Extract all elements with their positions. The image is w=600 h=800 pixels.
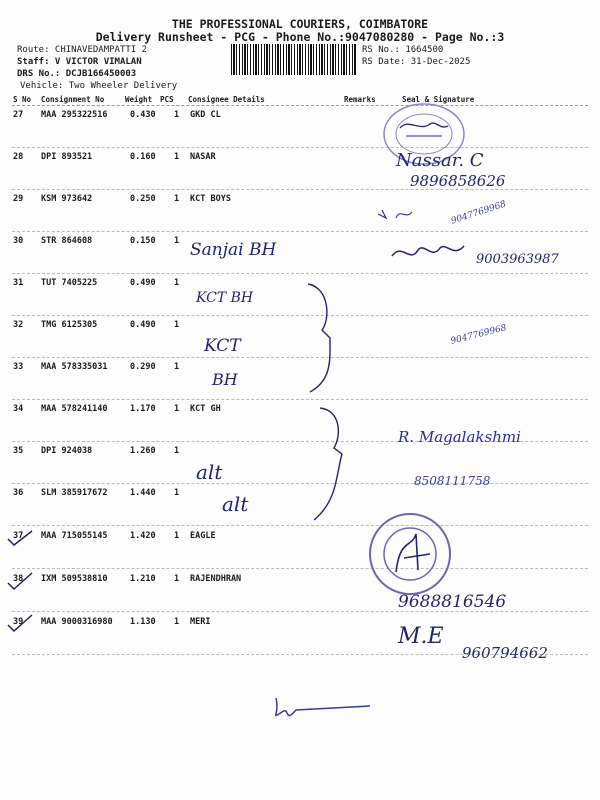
row-weight: 1.420 <box>130 531 156 541</box>
row-sno: 28 <box>13 152 24 162</box>
barcode <box>231 44 357 75</box>
row-sno: 34 <box>13 404 24 414</box>
staff-label: Staff: V VICTOR VIMALAN <box>17 57 142 67</box>
row-divider <box>12 568 588 569</box>
row-weight: 0.250 <box>130 194 156 204</box>
row-divider <box>12 231 588 232</box>
table-row <box>0 110 600 152</box>
row-sno: 39 <box>13 617 24 627</box>
row-consignee: GKD CL <box>190 110 221 120</box>
row-consignee: RAJENDHRAN <box>190 574 242 584</box>
row-consignment: MAA 715055145 <box>41 531 108 541</box>
table-row <box>0 152 600 194</box>
row-pcs: 1 <box>174 362 180 372</box>
rs-date: RS Date: 31-Dec-2025 <box>362 57 471 67</box>
col-pcs: PCS <box>160 95 174 104</box>
table-row <box>0 574 600 616</box>
row-weight: 1.130 <box>130 617 156 627</box>
runsheet-title: THE PROFESSIONAL COURIERS, COIMBATORE <box>171 17 429 31</box>
row-consignment: TMG 6125305 <box>41 320 98 330</box>
row-weight: 1.170 <box>130 404 156 414</box>
row-weight: 0.490 <box>130 320 156 330</box>
row-consignee: EAGLE <box>190 531 216 541</box>
row-pcs: 1 <box>174 617 180 627</box>
row-divider <box>12 189 588 190</box>
handwritten-note: alt <box>196 460 223 484</box>
row-consignment: SLM 385917672 <box>41 488 108 498</box>
rs-number: RS No.: 1664500 <box>362 45 444 55</box>
row-pcs: 1 <box>174 404 180 414</box>
table-row <box>0 194 600 236</box>
table-row <box>0 362 600 404</box>
col-consignee: Consignee Details <box>188 95 265 104</box>
table-row <box>0 278 600 320</box>
row-weight: 0.430 <box>130 110 156 120</box>
row-weight: 1.260 <box>130 446 156 456</box>
handwritten-phone: 9688816546 <box>398 592 507 612</box>
table-row <box>0 617 600 659</box>
row-weight: 0.160 <box>130 152 156 162</box>
row-consignment: DPI 924038 <box>41 446 93 456</box>
row-sno: 30 <box>13 236 24 246</box>
row-consignment: KSM 973642 <box>41 194 93 204</box>
row-sno: 35 <box>13 446 24 456</box>
col-weight: Weight <box>125 95 153 104</box>
drs-label: DRS No.: DCJB166450003 <box>17 69 137 79</box>
handwritten-phone: 960794662 <box>462 644 548 662</box>
row-pcs: 1 <box>174 488 180 498</box>
col-seal-signature: Seal & Signature <box>402 95 475 104</box>
row-weight: 0.150 <box>130 236 156 246</box>
row-weight: 1.210 <box>130 574 156 584</box>
handwritten-name: KCT BH <box>196 290 254 306</box>
table-row <box>0 320 600 362</box>
handwritten-name: BH <box>212 370 238 389</box>
row-consignee: NASAR <box>190 152 216 162</box>
row-consignee: MERI <box>190 617 211 627</box>
row-divider <box>12 315 588 316</box>
table-row <box>0 404 600 446</box>
row-sno: 37 <box>13 531 24 541</box>
row-divider <box>12 525 588 526</box>
handwritten-phone: 9003963987 <box>476 252 559 267</box>
table-row <box>0 236 600 278</box>
row-sno: 32 <box>13 320 24 330</box>
handwritten-phone: 9047769968 <box>449 323 508 347</box>
row-sno: 27 <box>13 110 24 120</box>
handwritten-name: KCT <box>204 336 241 356</box>
handwritten-name: R. Magalakshmi <box>398 428 521 446</box>
handwritten-phone: 9896858626 <box>410 172 506 190</box>
row-divider <box>12 441 588 442</box>
vehicle-label: Vehicle: Two Wheeler Delivery <box>20 81 178 91</box>
row-consignment: DPI 893521 <box>41 152 93 162</box>
row-consignee: KCT GH <box>190 404 221 414</box>
handwritten-phone: 8508111758 <box>414 474 491 488</box>
row-pcs: 1 <box>174 320 180 330</box>
handwritten-name: Nassar. C <box>396 150 484 171</box>
col-consignment: Consignment No <box>41 95 105 104</box>
table-row <box>0 488 600 530</box>
row-weight: 0.490 <box>130 278 156 288</box>
row-pcs: 1 <box>174 574 180 584</box>
row-pcs: 1 <box>174 236 180 246</box>
row-sno: 38 <box>13 574 24 584</box>
col-remarks: Remarks <box>344 95 376 104</box>
table-row <box>0 531 600 573</box>
row-consignment: MAA 9000316980 <box>41 617 113 627</box>
row-consignment: MAA 295322516 <box>41 110 108 120</box>
runsheet-subtitle: Delivery Runsheet - PCG - Phone No.:9047080280 - Page No.:3 <box>95 30 505 44</box>
row-divider <box>12 654 588 655</box>
row-divider <box>12 357 588 358</box>
row-pcs: 1 <box>174 152 180 162</box>
col-sno: S No <box>13 95 32 104</box>
row-weight: 1.440 <box>130 488 156 498</box>
row-divider <box>12 273 588 274</box>
row-consignment: IXM 509538810 <box>41 574 108 584</box>
row-divider <box>12 147 588 148</box>
row-pcs: 1 <box>174 531 180 541</box>
row-pcs: 1 <box>174 194 180 204</box>
row-sno: 33 <box>13 362 24 372</box>
row-divider <box>12 611 588 612</box>
handwritten-name: Sanjai BH <box>190 240 277 260</box>
row-divider <box>12 483 588 484</box>
row-sno: 29 <box>13 194 24 204</box>
row-sno: 36 <box>13 488 24 498</box>
row-pcs: 1 <box>174 446 180 456</box>
row-pcs: 1 <box>174 278 180 288</box>
row-consignment: TUT 7405225 <box>41 278 98 288</box>
row-consignment: STR 864608 <box>41 236 93 246</box>
handwritten-phone: 9047769968 <box>449 199 508 227</box>
route-label: Route: CHINAVEDAMPATTI 2 <box>17 45 148 55</box>
header-divider <box>12 105 588 106</box>
staff-signature <box>266 690 376 730</box>
row-pcs: 1 <box>174 110 180 120</box>
handwritten-note: alt <box>222 492 249 516</box>
table-row <box>0 446 600 488</box>
row-weight: 0.290 <box>130 362 156 372</box>
row-divider <box>12 399 588 400</box>
row-consignment: MAA 578335031 <box>41 362 108 372</box>
row-consignment: MAA 578241140 <box>41 404 108 414</box>
handwritten-initials: M.E <box>398 624 444 649</box>
row-sno: 31 <box>13 278 24 288</box>
row-consignee: KCT BOYS <box>190 194 231 204</box>
